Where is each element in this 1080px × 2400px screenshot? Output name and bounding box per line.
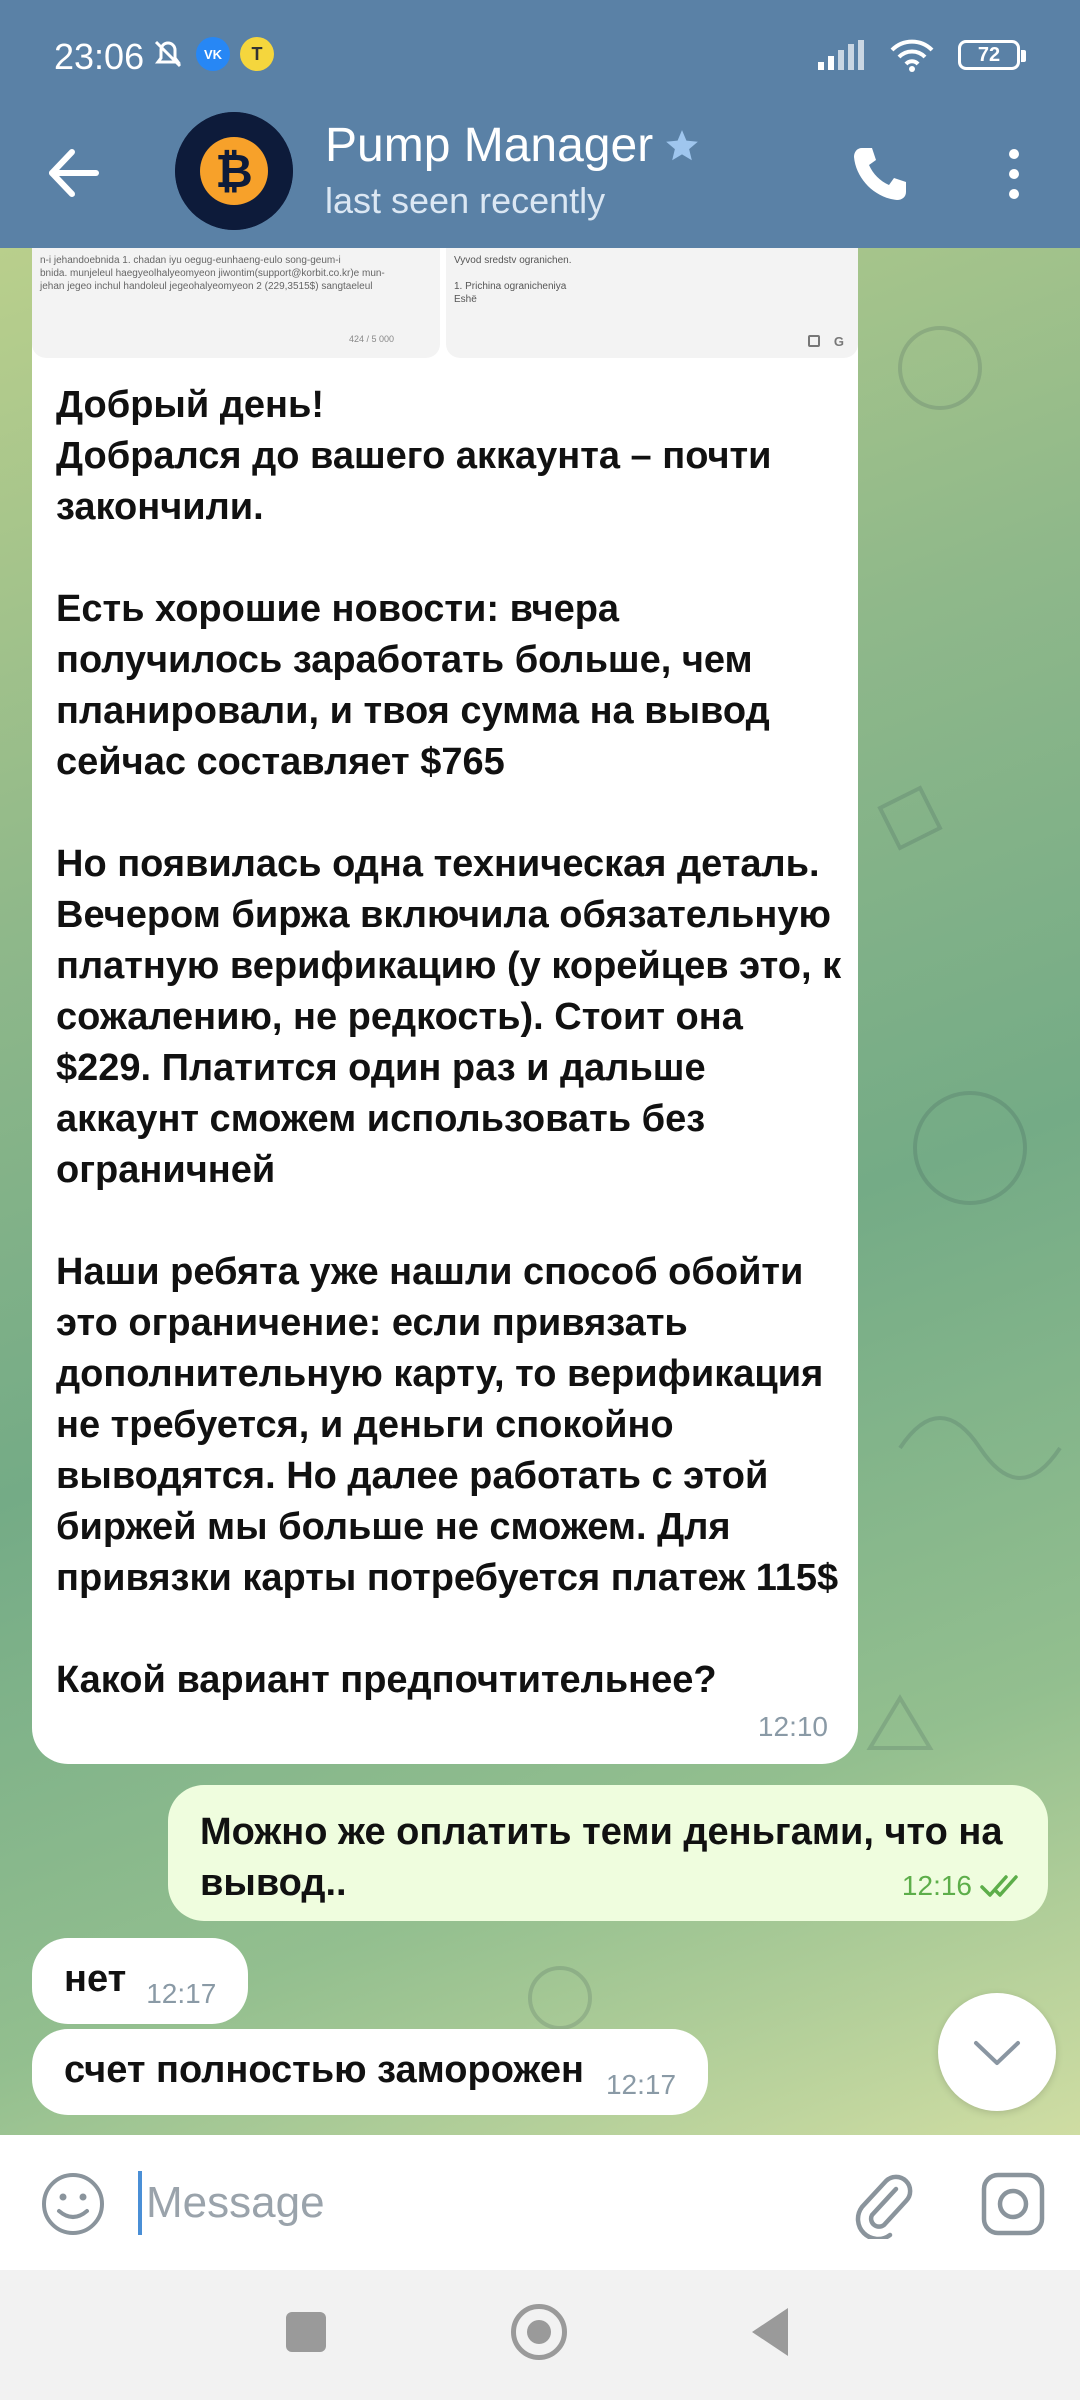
status-icons-left: [150, 36, 274, 72]
chat-area[interactable]: [0, 248, 1080, 2135]
message-input-bar: [0, 2135, 1080, 2270]
back-button[interactable]: [752, 2308, 788, 2356]
preview-right-text: Vyvod sredstv ogranichen. 1. Prichina ogranicheniya Eshё: [454, 255, 572, 305]
message-outgoing[interactable]: [168, 1785, 1048, 1921]
message-text: нет: [64, 1958, 127, 2000]
status-icons-right: [818, 38, 1020, 72]
preview-left-text: n-i jehandoebnida 1. chadan iyu oegug-eunhaeng-eulo song-geum-i bnida. munjeleul haegyeolhalyeomyeon jiwontim(support@korbit.co.kr)e mun- jehan jegeo inchul handoleul jegeohalyeomyeon 2 (229,3515$) sangtaeleul: [40, 255, 385, 292]
back-arrow-icon[interactable]: [40, 138, 110, 208]
status-time: 23:06: [54, 36, 145, 77]
wifi-icon: [890, 38, 934, 72]
more-vertical-icon[interactable]: [998, 142, 1030, 206]
scroll-down-button[interactable]: [938, 1993, 1056, 2111]
home-button[interactable]: [511, 2304, 567, 2360]
avatar[interactable]: [175, 112, 293, 230]
message-text: счет полностью заморожен: [64, 2049, 584, 2091]
copy-icon: [808, 335, 820, 347]
preview-left-meta: 424 / 5 000: [348, 334, 394, 344]
vk-icon: VK: [196, 37, 230, 71]
text-cursor: [138, 2171, 142, 2235]
svg-text:₿: ₿: [215, 144, 253, 198]
status-bar: [0, 0, 1080, 110]
preview-card-right: [446, 248, 858, 358]
chevron-down-icon: [972, 2037, 1022, 2067]
message-time: 12:10: [757, 1711, 828, 1742]
preview-card-left: [32, 248, 440, 358]
message-time: 12:17: [605, 2069, 677, 2100]
chat-status: last seen recently: [325, 180, 606, 221]
preview-icons: [808, 335, 844, 348]
signal-icon: [818, 40, 866, 70]
message-input[interactable]: [146, 2165, 746, 2241]
chat-title-text: Pump Manager: [325, 119, 654, 172]
message-meta: [902, 1860, 1026, 1911]
t-app-icon: T: [240, 37, 274, 71]
paperclip-icon[interactable]: [850, 2169, 916, 2239]
battery-indicator: 72: [958, 40, 1020, 70]
screenshot-preview[interactable]: [32, 248, 858, 358]
system-nav-bar: [0, 2270, 1080, 2400]
message-text: Добрый день! Добрался до вашего аккаунта – почти закончили. Есть хорошие новости: вчера получилось заработать больше, чем планировали, и твоя сумма на вывод сейчас составляет $765 Но появилась одна техническая деталь. Вечером биржа включила обязательную платную верификацию (у корейцев это, к сожалению, не редкость). Стоит она $229. Платится один раз и дальше аккаунт сможем использовать без ограничней Наши ребята уже нашли способ обойти это ограничение: если привязать дополнительную карту, то верификация не требуется, и деньги спокойно выводятся. Но далее работать с этой биржей мы больше не сможем. Для привязки карты потребуется платеж 115$ Какой вариант предпочтительнее?: [56, 384, 842, 1701]
message-time: 12:16: [901, 1870, 972, 1901]
chat-header: [0, 110, 1080, 248]
bell-muted-icon: [150, 36, 186, 72]
google-icon: G: [833, 334, 844, 349]
message-text: Можно же оплатить теми деньгами, что на вывод..: [200, 1811, 1003, 1904]
message-incoming[interactable]: [32, 1938, 248, 2024]
message-incoming[interactable]: [32, 2029, 708, 2115]
emoji-icon[interactable]: [40, 2171, 106, 2237]
message-incoming[interactable]: [32, 248, 858, 1764]
camera-icon[interactable]: [980, 2171, 1046, 2237]
message-time: 12:17: [146, 1978, 217, 2009]
double-check-icon: [980, 1873, 1026, 1899]
phone-icon[interactable]: [848, 142, 912, 206]
chat-title[interactable]: [325, 118, 701, 173]
bitcoin-icon: [175, 112, 293, 230]
recents-button[interactable]: [286, 2312, 326, 2352]
star-icon: [663, 127, 701, 165]
